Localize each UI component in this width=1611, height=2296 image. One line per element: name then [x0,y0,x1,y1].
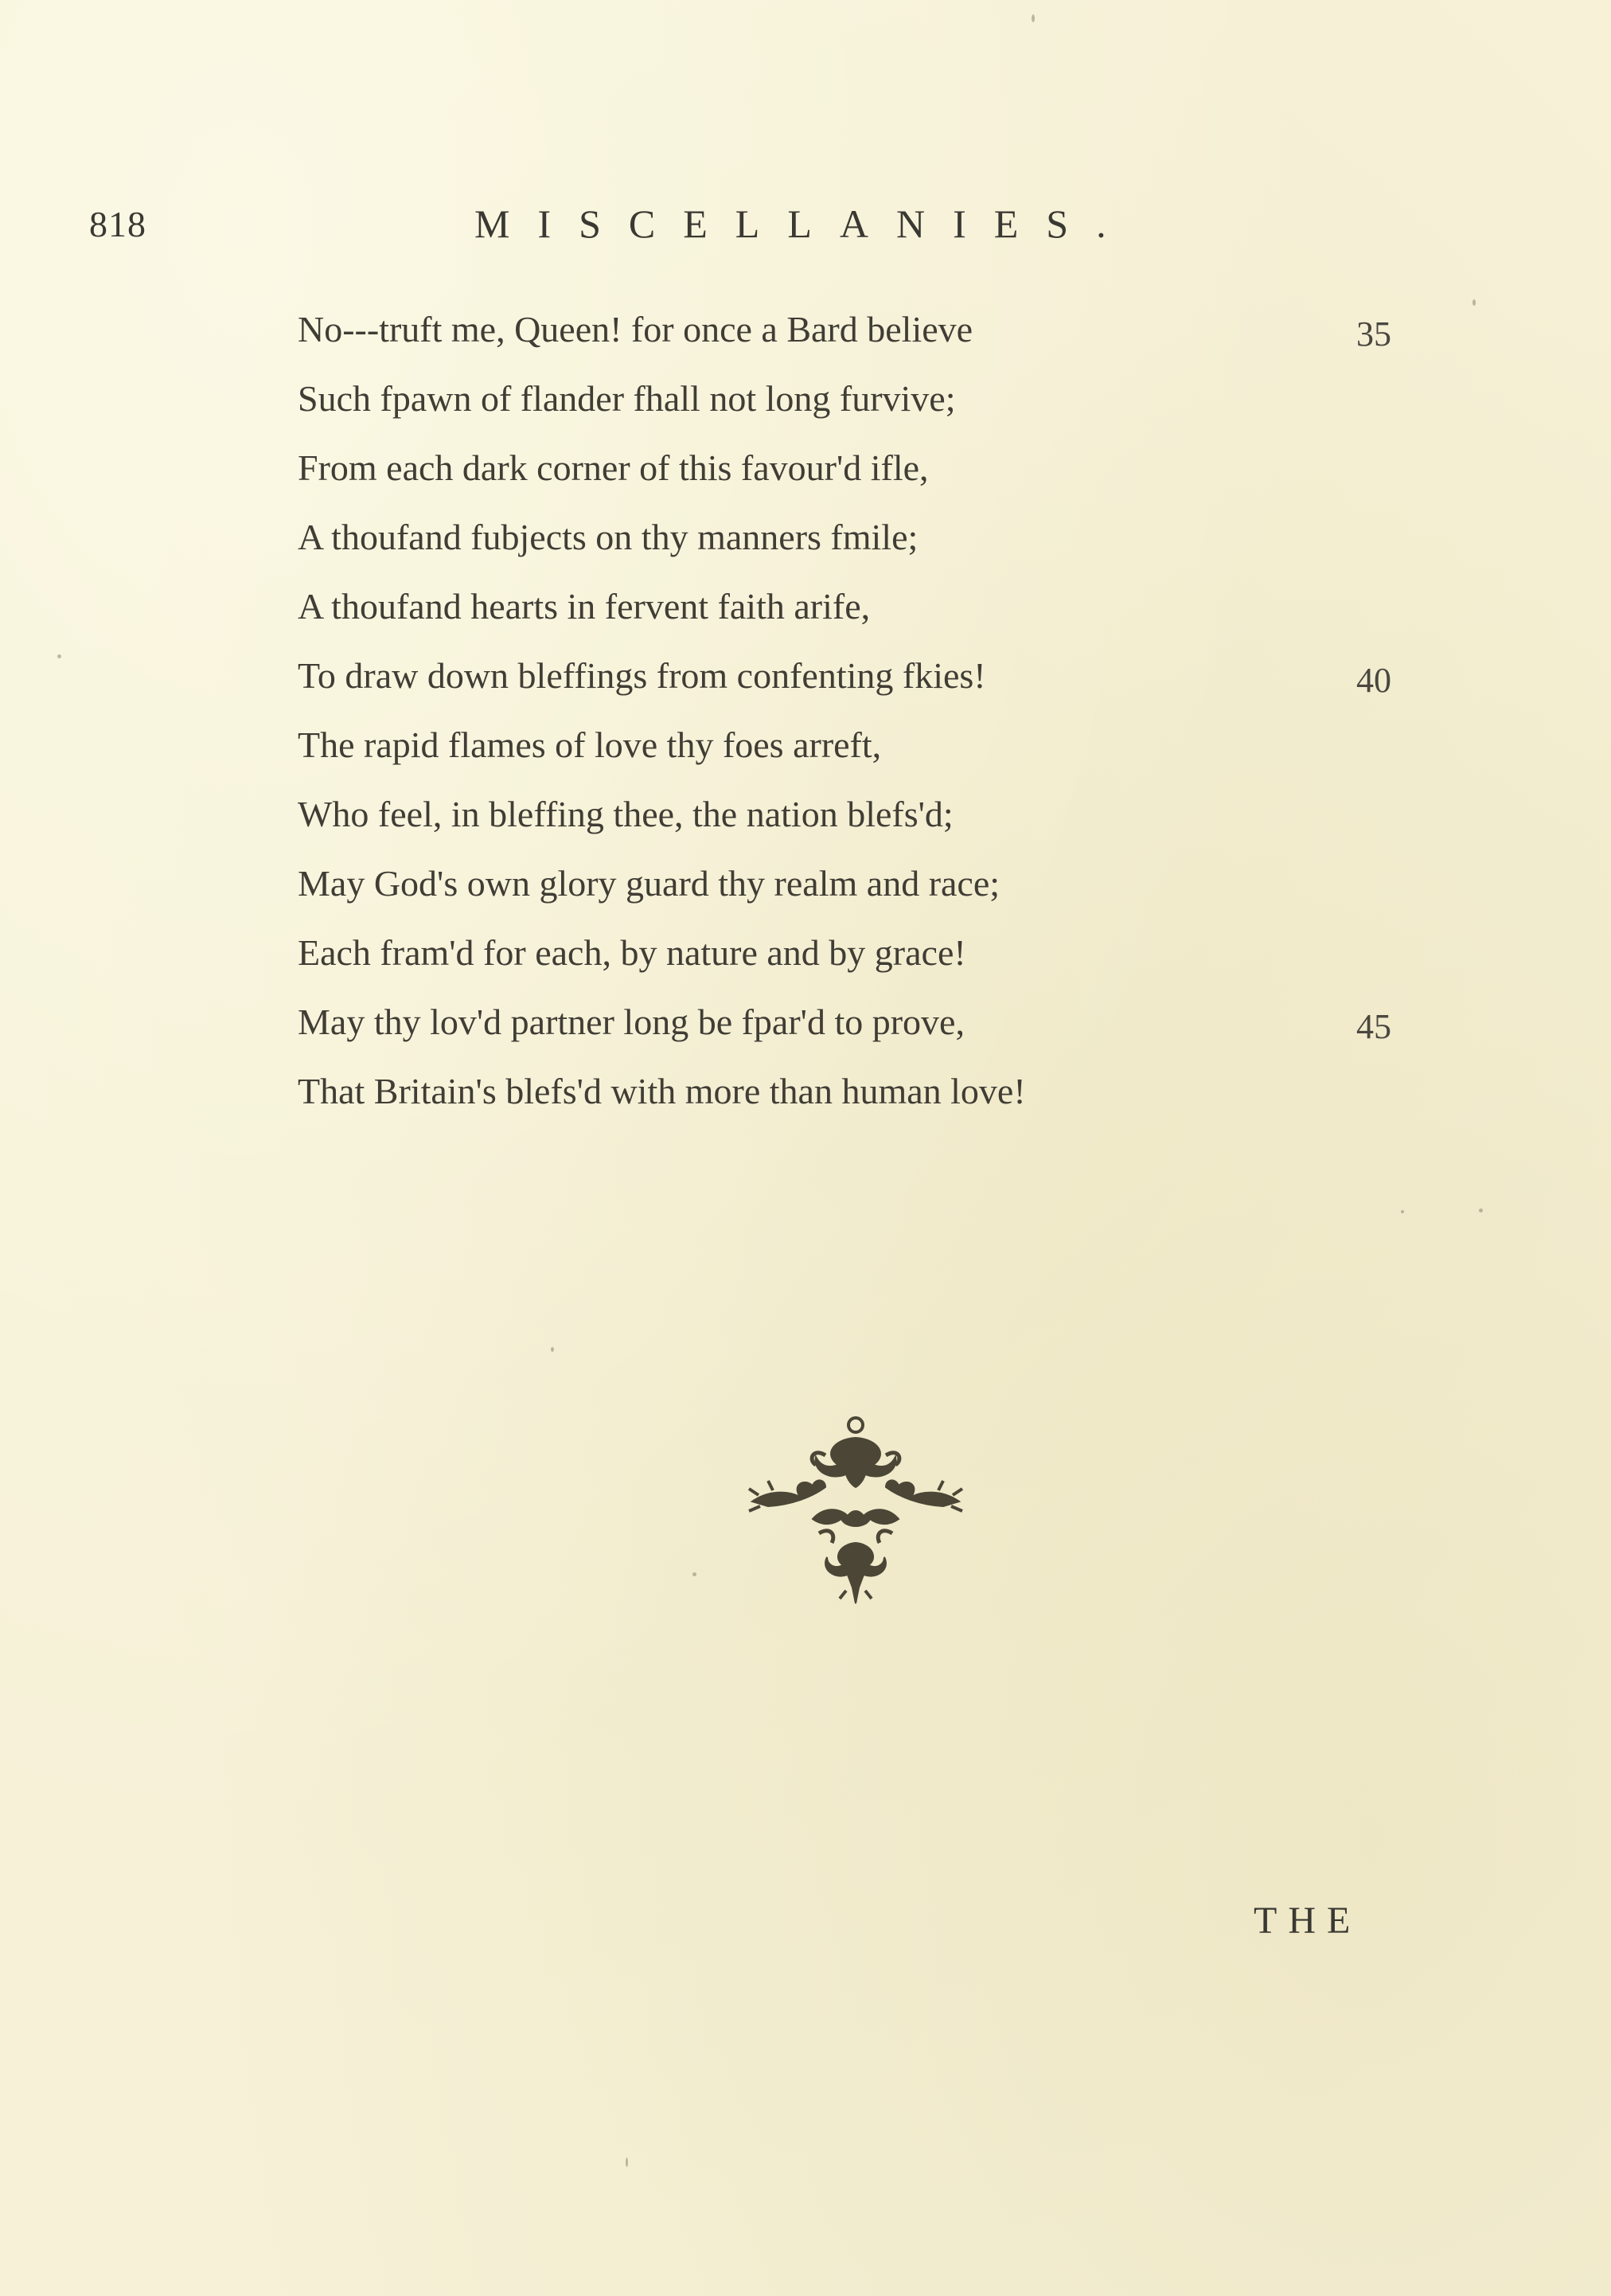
poem-line [298,376,1444,445]
page-number: 818 [89,204,146,244]
paper-speck [57,654,61,658]
running-head: MISCELLANIES. [474,201,1134,246]
poem-line-text: That Britain's blefs'd with more than human love! [298,1071,1026,1111]
poem-body [298,307,1444,1138]
fleuron-ornament-icon [736,1408,975,1615]
poem-line [298,999,1444,1068]
paper-speck [1401,1210,1404,1213]
line-number: 45 [1356,1007,1391,1046]
poem-line-text: To draw down bleffings from confenting fkies! [298,655,986,696]
poem-line [298,791,1444,861]
line-number: 35 [1356,314,1391,353]
paper-speck [1473,299,1476,306]
paper-speck [626,2157,628,2167]
poem-line [298,445,1444,514]
poem-line [298,307,1444,376]
poem-line-text: A thoufand hearts in fervent faith arife, [298,586,871,627]
poem-line [298,514,1444,584]
poem-line [298,930,1444,999]
paper-speck [692,1572,696,1576]
poem-line [298,1068,1444,1138]
paper-speck [551,1347,554,1352]
poem-line-text: Who feel, in bleffing thee, the nation blefs'd; [298,794,954,834]
poem-line [298,861,1444,930]
poem-line-text: Each fram'd for each, by nature and by grace! [298,932,966,973]
poem-line-text: No---truft me, Queen! for once a Bard believe [298,309,973,349]
paper-speck [1479,1209,1483,1212]
poem-line-text: May thy lov'd partner long be fpar'd to prove, [298,1002,965,1042]
poem-line-text: Such fpawn of flander fhall not long furvive; [298,378,956,419]
poem-line-text: From each dark corner of this favour'd ifle, [298,447,929,488]
poem-line-text: May God's own glory guard thy realm and race; [298,863,1001,904]
poem-line [298,653,1444,722]
catchword: THE [1254,1900,1362,1942]
poem-line-text: A thoufand fubjects on thy manners fmile; [298,517,919,557]
poem-line [298,722,1444,791]
paper-speck [1032,14,1035,22]
line-number: 40 [1356,661,1391,700]
poem-line-text: The rapid flames of love thy foes arreft, [298,724,882,765]
poem-line [298,584,1444,653]
